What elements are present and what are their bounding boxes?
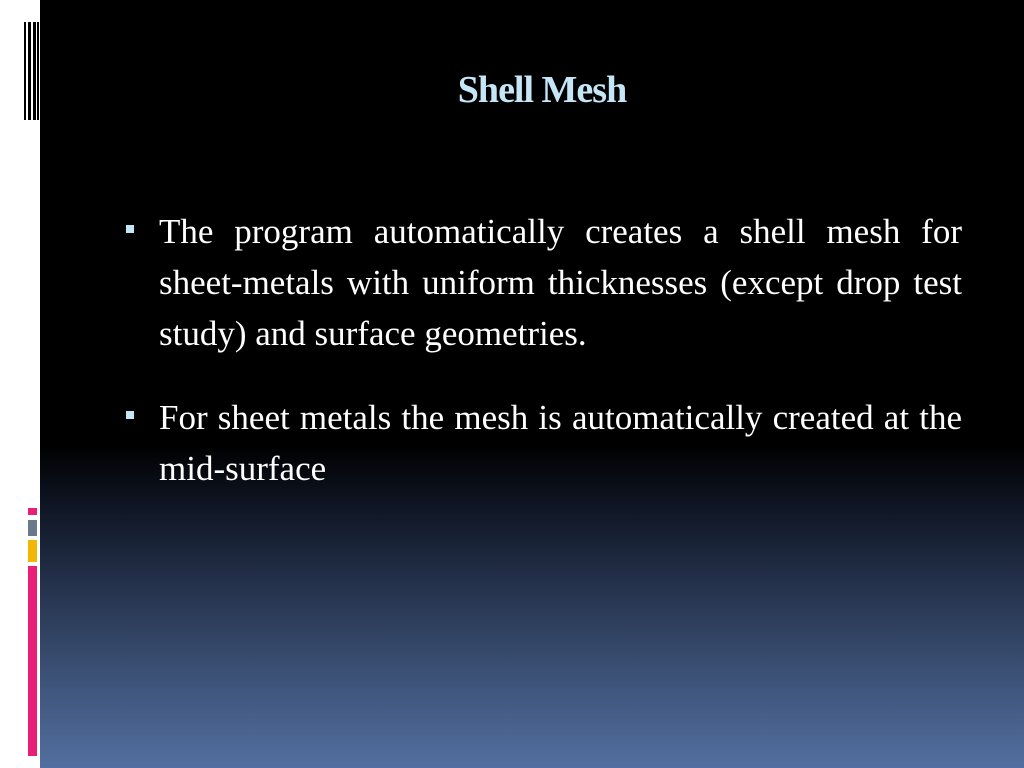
square-bullet-icon xyxy=(126,225,134,233)
bullet-item xyxy=(122,206,962,359)
stripe xyxy=(24,22,26,120)
decorative-stripes xyxy=(0,0,40,120)
accent-bar-yellow xyxy=(28,540,37,562)
accent-bar-pink xyxy=(28,566,37,756)
accent-bar-pink-small xyxy=(28,508,37,515)
slide-title: Shell Mesh xyxy=(457,69,627,111)
bullet-item xyxy=(122,392,962,494)
stripe xyxy=(28,22,31,120)
stripe xyxy=(33,22,36,120)
bullet-list xyxy=(122,206,962,527)
square-bullet-icon xyxy=(126,411,134,419)
stripe xyxy=(37,22,39,120)
bullet-text: For sheet metals the mesh is automatically created at the mid-surface xyxy=(159,398,962,488)
bullet-text: The program automatically creates a shell mesh for sheet-metals with uniform thicknesses (except drop test study) and surface geometries. xyxy=(159,212,962,353)
accent-bar-gray xyxy=(28,520,37,536)
